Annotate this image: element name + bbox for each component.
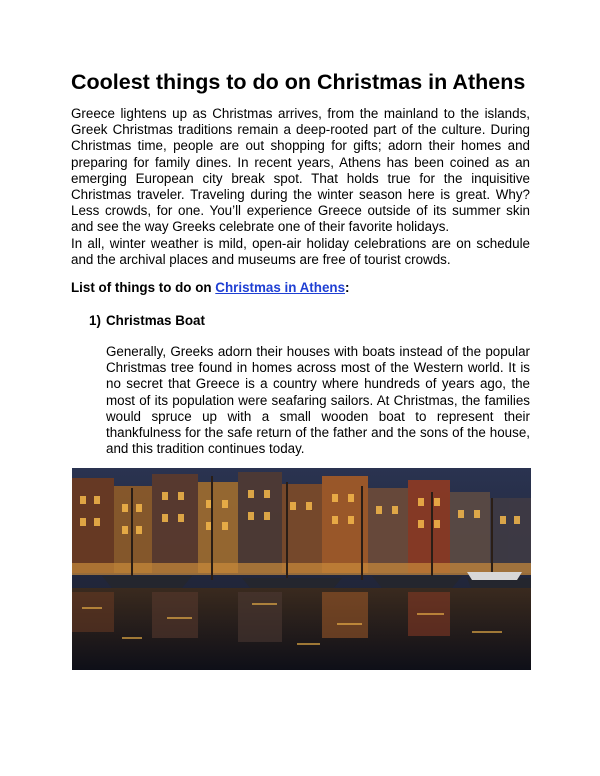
harbor-night-photo (72, 468, 531, 670)
item-heading (89, 313, 205, 329)
intro-paragraph: Greece lightens up as Christmas arrives, from the mainland to the islands, Greek Christmas traditions remain a deep-rooted part of the culture. During Christmas time, people are out shopping for gifts; adorn their homes and preparing for family dines. In recent years, Athens has been coined as an emerging European city break spot. That holds true for the inquisitive Christmas traveler. Traveling during the winter season here is great. Why? Less crowds, for one. You’ll experience Greece outside of its summer skin and see the way Greeks celebrate one of their favorite holidays. (71, 106, 530, 235)
item-title: Christmas Boat (106, 313, 205, 328)
page-title: Coolest things to do on Christmas in Athens (71, 70, 526, 94)
intro-paragraph: In all, winter weather is mild, open-air holiday celebrations are on schedule and the archival places and museums are free of tourist crowds. (71, 235, 530, 267)
harbor-night-illustration (72, 468, 531, 670)
item-body: Generally, Greeks adorn their houses with boats instead of the popular Christmas tree found in homes across most of the Western world. It is no secret that Greece is a country where hundreds of years ago, the most of its population were seafaring sailors. At Christmas, the families would spruce up with a small wooden boat to represent their thankfulness for the safe return of the father and the sons of the house, and this tradition continues today. (106, 344, 530, 457)
list-heading-prefix: List of things to do on (71, 280, 216, 295)
item-number: 1) (89, 313, 101, 328)
list-heading-suffix: : (345, 280, 350, 295)
christmas-in-athens-link[interactable]: Christmas in Athens (215, 280, 346, 295)
list-heading (71, 280, 349, 296)
intro-text (71, 106, 530, 268)
